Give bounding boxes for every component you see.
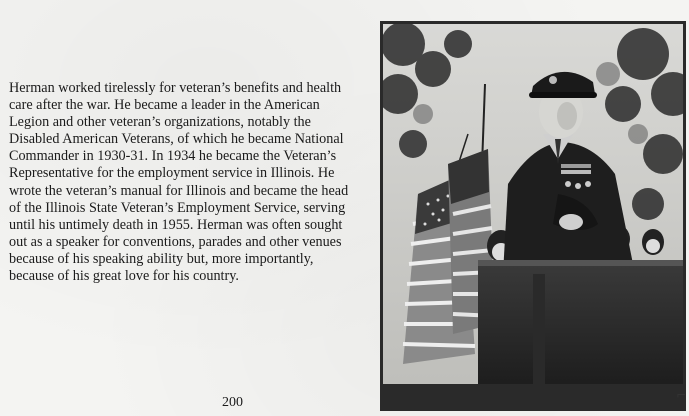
page-number: 200 <box>222 395 243 410</box>
corner-mark-icon: ⌐ <box>676 388 687 402</box>
historical-photograph <box>380 21 686 411</box>
officer-at-podium-photo-icon <box>383 24 683 408</box>
body-paragraph: Herman worked tirelessly for veteran’s benefits and health care after the war. He became a leader in the American Legion and other veteran’s organizations, notably the Disabled American Veterans, of which he became National Commander in 1930-31. In 1934 he became the Veteran’s Representative for the employment service in Illinois. He wrote the veteran’s manual for Illinois and became the head of the Illinois State Veteran’s Employment Service, serving until his untimely death in 1955. Herman was often sought out as a speaker for conventions, parades and other venues because of his speaking ability but, more importantly, because of his great love for his country. <box>9 80 349 285</box>
